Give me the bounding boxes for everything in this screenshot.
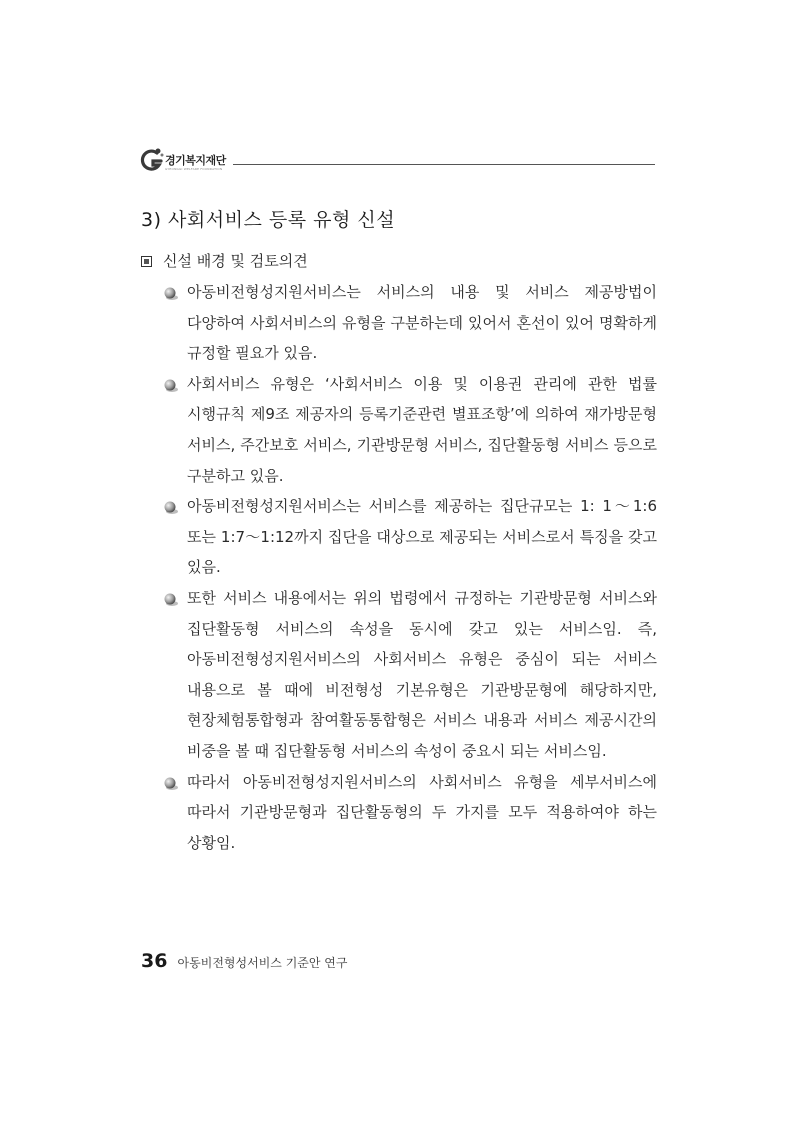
list-item xyxy=(163,767,657,859)
page-footer xyxy=(141,950,347,972)
bullet-sphere-icon xyxy=(163,378,178,393)
bullet-text: 또한 서비스 내용에서는 위의 법령에서 규정하는 기관방문형 서비스와 집단활동형 서비스의 속성을 동시에 갖고 있는 서비스임. 즉, 아동비전형성지원서비스의 사회서비스 유형은 중심이 되는 서비스 내용으로 볼 때에 비전형성 기본유형은 기관방문형에 해당하지만, 현장체험통합형과 참여활동통합형은 서비스 내용과 서비스 제공시간의 비중을 볼 때 집단활동형 서비스의 속성이 중요시 되는 서비스임. xyxy=(187,588,657,760)
list-item xyxy=(163,369,657,491)
page-number: 36 xyxy=(141,950,168,972)
bullet-sphere-icon xyxy=(163,592,178,607)
subheading-text: 신설 배경 및 검토의견 xyxy=(163,252,308,270)
list-item xyxy=(163,583,657,767)
book-title: 아동비전형성서비스 기준안 연구 xyxy=(177,956,348,970)
foundation-name: 경기복지재단 xyxy=(165,154,226,167)
running-header xyxy=(140,147,655,177)
list-item xyxy=(163,277,657,369)
square-bullet-icon xyxy=(141,256,152,267)
bullet-list xyxy=(163,277,657,858)
section-title: 3) 사회서비스 등록 유형 신설 xyxy=(141,209,396,231)
bullet-text: 따라서 아동비전형성지원서비스의 사회서비스 유형을 세부서비스에 따라서 기관방문형과 집단활동형의 두 가지를 모두 적용하여야 하는 상황임. xyxy=(187,772,657,852)
bullet-text: 아동비전형성지원서비스는 서비스의 내용 및 서비스 제공방법이 다양하여 사회서비스의 유형을 구분하는데 있어서 혼선이 있어 명확하게 규정할 필요가 있음. xyxy=(187,283,657,363)
foundation-logo-icon xyxy=(140,147,164,173)
bullet-sphere-icon xyxy=(163,286,178,301)
list-item xyxy=(163,491,657,583)
bullet-text: 사회서비스 유형은 ‘사회서비스 이용 및 이용권 관리에 관한 법률 시행규칙 제9조 제공자의 등록기준관련 별표조항’에 의하여 재가방문형 서비스, 주간보호 서비스, 기관방문형 서비스, 집단활동형 서비스 등으로 구분하고 있음. xyxy=(187,374,657,485)
bullet-text: 아동비전형성지원서비스는 서비스를 제공하는 집단규모는 1: 1～1:6 또는 1:7～1:12까지 집단을 대상으로 제공되는 서비스로서 특징을 갖고 있음. xyxy=(187,497,657,577)
bullet-sphere-icon xyxy=(163,500,178,515)
subheading xyxy=(141,250,308,271)
header-divider xyxy=(233,164,655,165)
bullet-sphere-icon xyxy=(163,776,178,791)
foundation-subtext: GYEONGGI WELFARE FOUNDATION xyxy=(165,167,223,171)
